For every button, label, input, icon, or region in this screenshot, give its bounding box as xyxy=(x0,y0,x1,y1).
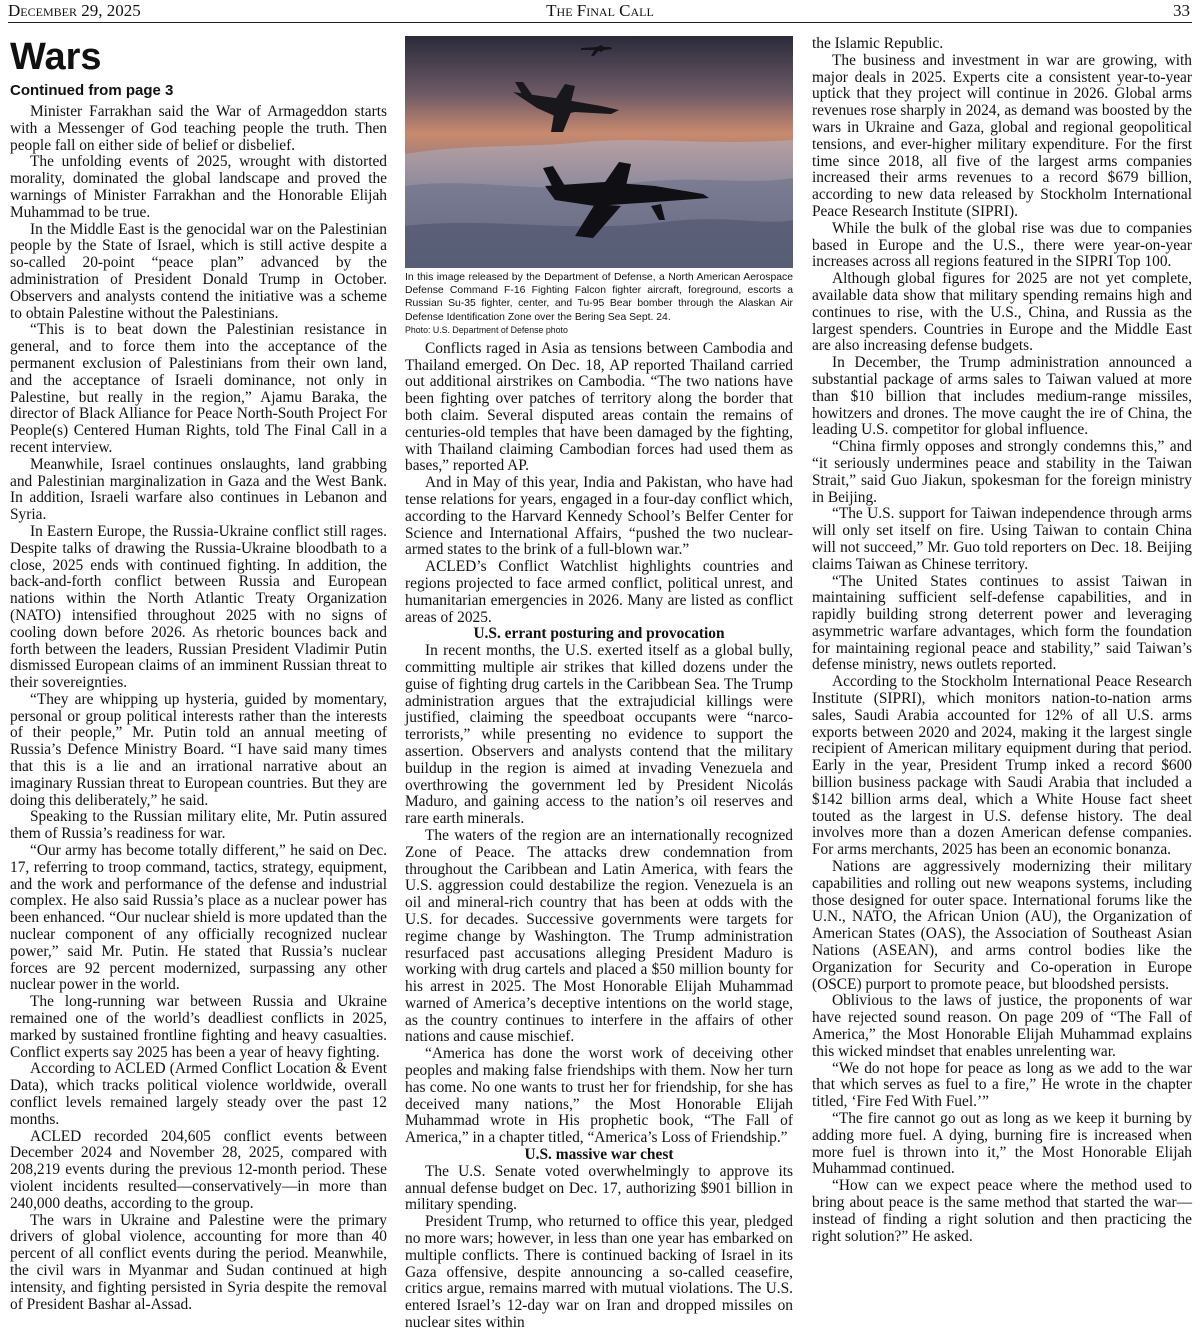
photo-credit: Photo: U.S. Department of Defense photo xyxy=(405,324,568,335)
paragraph: According to ACLED (Armed Conflict Location & Event Data), which tracks political violence worldwide, overall conflict levels remained largely steady over the past 12 months. xyxy=(10,1060,387,1128)
paragraph: President Trump, who returned to office this year, pledged no more wars; however, in less than one year has embarked on multiple conflicts. There is continued backing of Israel in its Gaza offensive, despite announcing a so-called ceasefire, critics argue, remains marred with mutual violations. The U.S. entered Israel’s 12-day war on Iran and dropped missiles on nuclear sites within xyxy=(405,1213,793,1332)
paragraph: Meanwhile, Israel continues onslaughts, land grabbing and Palestinian marginalization in Gaza and the West Bank. In addition, Israeli warfare also continues in Lebanon and Syria. xyxy=(10,455,387,524)
article-photo xyxy=(405,36,793,268)
paragraph: “The fire cannot go out as long as we keep it burning by adding more fuel. A dying, burning fire is increased when more fuel is thrown into it,” the Most Honorable Elijah Muhammad continued. xyxy=(812,1110,1192,1178)
column-1 xyxy=(10,36,387,1313)
paragraph: Oblivious to the laws of justice, the proponents of war have rejected sound reason. On page 209 of “The Fall of America,” the Most Honorable Elijah Muhammad explains this wicked mindset that enables unrelenting war. xyxy=(812,992,1192,1060)
paragraph: ACLED recorded 204,605 conflict events between December 2024 and November 28, 2025, compared with 208,219 events during the previous 12-month period. These violent incidents resulted—conservatively—in more than 240,000 deaths, according to the group. xyxy=(10,1127,387,1212)
column-2-body xyxy=(405,341,793,1332)
paragraph: “We do not hope for peace as long as we add to the war that which serves as fuel to a fire,” He wrote in the chapter titled, ‘Fire Fed With Fuel.’” xyxy=(812,1059,1192,1111)
column-3-lead: the Islamic Republic. xyxy=(812,35,944,52)
paragraph: The waters of the region are an internationally recognized Zone of Peace. The attacks drew condemnation from throughout the Caribbean and Latin America, with fears the U.S. aggression could destabilize the region. Venezuela is an oil and mineral-rich country that has been at odds with the U.S. for decades. Successive governments were targets for regime change by Washington. The Trump administration resurfaced past accusations alleging President Maduro is working with drug cartels and placed a $50 million bounty for his arrest in 2025. The Most Honorable Elijah Muhammad warned of America’s deceptive intentions on the world stage, as the country continues to interfere in the affairs of other nations and cause mischief. xyxy=(405,826,793,1046)
paragraph: Speaking to the Russian military elite, Mr. Putin assured them of Russia’s readiness for war. xyxy=(10,808,387,843)
paragraph: And in May of this year, India and Pakistan, who have had tense relations for years, engaged in a four-day conflict which, according to the Harvard Kennedy School’s Belfer Center for Science and International Affairs, “pushed the two nuclear-armed states to the brink of a full-blown war.” xyxy=(405,474,793,559)
fighter-jets-photo xyxy=(405,36,793,268)
paragraph: In December, the Trump administration announced a substantial package of arms sales to Taiwan valued at more than $10 billion that includes medium-range missiles, howitzers and drones. The move caught the ire of China, the leading U.S. competitor for global influence. xyxy=(812,354,1192,439)
column-3-body xyxy=(812,53,1192,1246)
paragraph: The U.S. Senate voted overwhelmingly to approve its annual defense budget on Dec. 17, authorizing $901 billion in military spending. xyxy=(405,1162,793,1214)
paragraph: The unfolding events of 2025, wrought with distorted morality, dominated the global landscape and proved the warnings of Minister Farrakhan and the Honorable Elijah Muhammad to be true. xyxy=(10,153,387,221)
paragraph: According to the Stockholm International Peace Research Institute (SIPRI), which monitors nation-to-nation arms sales, Saudi Arabia accounted for 12% of all U.S. arms exports between 2020 and 2024, making it the largest single recipient of American military equipment during that period. Early in the year, President Trump inked a record $600 billion business package with Saudi Arabia that included a $142 billion arms deal, which a White House fact sheet touted as the largest in U.S. defense history. The deal involves more than a dozen American defense companies. For arms merchants, 2025 has been an economic bonanza. xyxy=(812,673,1192,859)
paragraph: In the Middle East is the genocidal war on the Palestinian people by the State of Israel, which is still active despite a so-called 20-point “peace plan” advanced by the administration of President Donald Trump in October. Observers and analysts contend the initiative was a scheme to obtain Palestine without the Palestinians. xyxy=(10,220,387,322)
paragraph: The wars in Ukraine and Palestine were the primary drivers of global violence, accounting for more than 40 percent of all conflict events during the period. Meanwhile, the civil wars in Myanmar and Sudan continued at high intensity, and fighting persisted in Syria despite the removal of President Bashar al-Assad. xyxy=(10,1211,387,1313)
paragraph: “This is to beat down the Palestinian resistance in general, and to force them into the acceptance of the permanent exclusion of Palestinians from their own land, and the acceptance of Israeli dominance, not only in Palestine, but really in the region,” Ajamu Baraka, the director of Black Alliance for Peace North-South Project For People(s) Centered Human Rights, told The Final Call in a recent interview. xyxy=(10,321,387,456)
issue-date: December 29, 2025 xyxy=(8,1,141,20)
subhead-war-chest: U.S. massive war chest xyxy=(524,1146,674,1164)
paragraph: Minister Farrakhan said the War of Armageddon starts with a Messenger of God teaching people the truth. Then people fall on either side of belief or disbelief. xyxy=(10,103,387,154)
paragraph: “America has done the worst work of deceiving other peoples and making false friendships with them. Now her turn has come. No one wants to trust her for friendship, for she has deceived many nations,” the Most Honorable Elijah Muhammad wrote in His prophetic book, “The Fall of America,” in a chapter titled, “America’s Loss of Friendship.” xyxy=(405,1045,793,1147)
paragraph: The business and investment in war are growing, with major deals in 2025. Experts cite a consistent year-to-year uptick that they project will continue in 2026. Global arms revenues rose sharply in 2024, as demand was boosted by the wars in Ukraine and Gaza, global and regional geopolitical tensions, and ever-higher military expenditure. For the first time since 2018, all five of the largest arms companies increased their arms revenues to a record $679 billion, according to new data released by Stockholm International Peace Research Institute (SIPRI). xyxy=(812,51,1192,220)
headline: Wars xyxy=(10,36,102,78)
paragraph: “The United States continues to assist Taiwan in maintaining sufficient self-defense capabilities, and in rapidly building strong deterrent power and leveraging asymmetric warfare advantages, which form the foundation for maintaining regional peace and stability,” said Taiwan’s defense ministry, news outlets reported. xyxy=(812,572,1192,674)
photo-caption: In this image released by the Department of Defense, a North American Aerospace Defense Command F-16 Fighting Falcon fighter aircraft, foreground, escorts a Russian Su-35 fighter, center, and Tu-95 Bear bomber through the Alaskan Air Defense Identification Zone over the Bering Sea Sept. 24. xyxy=(405,272,793,323)
paragraph: “How can we expect peace where the method used to bring about peace is the same method that started the war—instead of finding a right solution and then practicing the right solution?” He asked. xyxy=(812,1177,1192,1245)
paragraph: Although global figures for 2025 are not yet complete, available data show that military spending remains high and continues to rise, with the U.S., China, and Russia as the largest spenders. Countries in Europe and the Middle East are also increasing defense budgets. xyxy=(812,270,1192,355)
paragraph: In Eastern Europe, the Russia-Ukraine conflict still rages. Despite talks of drawing the Russia-Ukraine bloodbath to a close, 2025 ends with continued fighting. In addition, the back-and-forth conflict between Russia and European nations within the North Atlantic Treaty Organization (NATO) intensified throughout 2025 with no signs of cooling down before 2026. As rhetoric bounces back and forth between the leaders, Russian President Vladimir Putin dismissed European claims of an imminent Russian threat to their sovereignties. xyxy=(10,522,387,692)
publication-name: The Final Call xyxy=(546,1,654,20)
page-header xyxy=(8,0,1192,23)
page-number: 33 xyxy=(1173,1,1190,20)
paragraph: “Our army has become totally different,” he said on Dec. 17, referring to troop command, tactics, strategy, equipment, and the work and performance of the defense and industrial complex. He also said Russia’s place as a nuclear power has been enhanced. “Our nuclear shield is more updated than the nuclear component of any officially recognized nuclear power,” said Mr. Putin. He stated that Russia’s nuclear forces are 92 percent modernized, surpassing any other nuclear power in the world. xyxy=(10,842,387,994)
paragraph: Nations are aggressively modernizing their military capabilities and rolling out new weapons systems, including those designed for outer space. International forums like the U.N., NATO, the African Union (AU), the Organization of American States (OAS), the Association of Southeast Asian Nations (ASEAN), and arms control bodies like the Organization for Security and Co-operation in Europe (OSCE) purport to promote peace, but bloodshed persists. xyxy=(812,858,1192,993)
subhead-errant-posturing: U.S. errant posturing and provocation xyxy=(473,625,725,643)
paragraph: ACLED’s Conflict Watchlist highlights countries and regions projected to face armed conflict, political unrest, and humanitarian emergencies in 2026. Many are listed as conflict areas of 2025. xyxy=(405,558,793,626)
column-2 xyxy=(405,36,793,1332)
paragraph: “The U.S. support for Taiwan independence through arms will only set itself on fire. Using Taiwan to contain China will not succeed,” Mr. Guo told reporters on Dec. 18. Beijing claims Taiwan as Chinese territory. xyxy=(812,505,1192,573)
paragraph: The long-running war between Russia and Ukraine remained one of the world’s deadliest conflicts in 2025, marked by sustained frontline fighting and heavy casualties. Conflict experts say 2025 has been a year of heavy fighting. xyxy=(10,993,387,1061)
paragraph: Conflicts raged in Asia as tensions between Cambodia and Thailand emerged. On Dec. 18, AP reported Thailand carried out additional airstrikes on Cambodia. “The two nations have been fighting over patches of territory along the border that both claim. Several disputed areas contain the remains of centuries-old temples that have been damaged by the fighting, with Thailand claiming Cambodian forces had used them as bases,” reported AP. xyxy=(405,339,793,475)
column-1-body xyxy=(10,104,387,1313)
paragraph: In recent months, the U.S. exerted itself as a global bully, committing multiple air strikes that killed dozens under the guise of fighting drug cartels in the Caribbean Sea. The Trump administration argues that the extrajudicial killings were justified, claiming the speedboat occupants were “narco-terrorists,” while presenting no evidence to support the assertion. Observers and analysts contend that the military buildup in the region is aimed at invading Venezuela and overthrowing the government led by President Nicolás Maduro, and gaining access to the nation’s oil reserves and rare earth minerals. xyxy=(405,642,793,828)
continued-line: Continued from page 3 xyxy=(10,82,174,99)
paragraph: While the bulk of the global rise was due to companies based in Europe and the U.S., there were year-on-year increases across all regions featured in the SIPRI Top 100. xyxy=(812,219,1192,271)
paragraph: “China firmly opposes and strongly condemns this,” and “it seriously undermines peace and stability in the Taiwan Strait,” said Guo Jiakun, spokesman for the foreign ministry in Beijing. xyxy=(812,438,1192,506)
column-3 xyxy=(812,36,1192,1296)
paragraph: “They are whipping up hysteria, guided by momentary, personal or group political interests rather than the interests of their people,” Mr. Putin told an annual meeting of Russia’s Defence Ministry Board. “I have said many times that this is a lie and an irrational narrative about an imaginary Russian threat to European countries. But they are doing this deliberately,” he said. xyxy=(10,690,387,809)
